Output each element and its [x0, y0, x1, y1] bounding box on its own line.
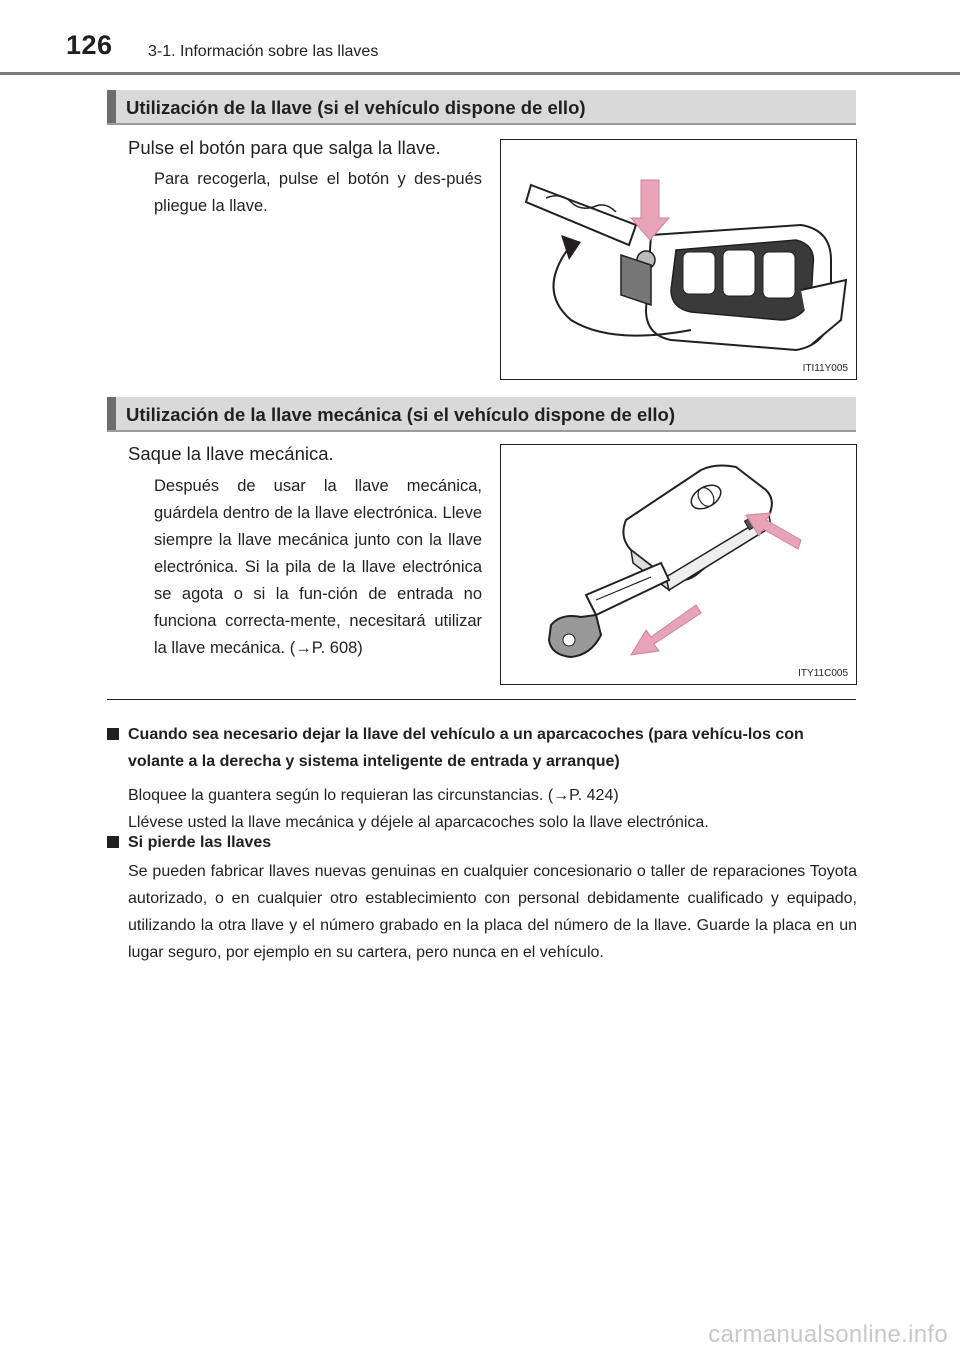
- note-lost-keys: [107, 829, 857, 966]
- section-title: Utilización de la llave (si el vehículo dispone de ello): [126, 97, 586, 118]
- figure-key-fold: [500, 139, 857, 380]
- instruction-lead: Pulse el botón para que salga la llave.: [128, 137, 441, 158]
- note-heading: [107, 721, 857, 775]
- note-valet: [107, 721, 857, 836]
- section-title: Utilización de la llave mecánica (si el vehículo dispone de ello): [126, 404, 676, 425]
- bullet-square-icon: [107, 728, 119, 740]
- note-heading: [107, 829, 857, 856]
- section-title-bar: [107, 90, 856, 125]
- figure-code: ITY11C005: [798, 668, 848, 679]
- note-line: Llévese usted la llave mecánica y déjele al aparcacoches solo la llave electrónica.: [128, 814, 709, 831]
- note-heading-text: Si pierde las llaves: [128, 834, 272, 851]
- note-line: Bloquee la guantera según lo requieran las circunstancias. (→P. 424): [128, 787, 619, 804]
- figure-code: ITI11Y005: [802, 363, 848, 374]
- section-marker: [107, 90, 116, 123]
- section-divider: [107, 699, 856, 700]
- page-number: 126: [66, 30, 113, 60]
- note-line: Se pueden fabricar llaves nuevas genuinas en cualquier concesionario o taller de reparaciones Toyota autorizado, o en cualquier otro establecimiento con personal debidamente cualificado y equipado, utilizando la otra llave y el número grabado en la placa del número de la llave. Guarde la placa en un lugar seguro, por ejemplo en su cartera, pero nunca en el vehículo.: [128, 863, 857, 961]
- bullet-square-icon: [107, 836, 119, 848]
- instruction-lead: Saque la llave mecánica.: [128, 443, 334, 464]
- figure-mechanical-key: [500, 444, 857, 685]
- header-rule: [0, 72, 960, 75]
- note-heading-text: Cuando sea necesario dejar la llave del vehículo a un aparcacoches (para vehícu-los con volante a la derecha y sistema inteligente de entrada y arranque): [128, 726, 804, 770]
- note-body: [107, 858, 857, 966]
- key-fold-illustration: [501, 140, 858, 381]
- section-title-bar: [107, 397, 856, 432]
- instruction-body: Para recogerla, pulse el botón y des-pués pliegue la llave.: [154, 170, 482, 215]
- mechanical-key-illustration: [501, 445, 858, 686]
- watermark: carmanualsonline.info: [708, 1321, 948, 1348]
- section-marker: [107, 397, 116, 430]
- note-body: [107, 782, 857, 836]
- running-head: 3-1. Información sobre las llaves: [148, 43, 379, 60]
- instruction-body: Después de usar la llave mecánica, guárdela dentro de la llave electrónica. Lleve siempre la llave mecánica junto con la llave electrónica. Si la pila de la llave electrónica se agota o si la fun-ción de entrada no funciona correcta-mente, necesitará utilizar la llave mecánica. (→P. 608): [154, 477, 482, 657]
